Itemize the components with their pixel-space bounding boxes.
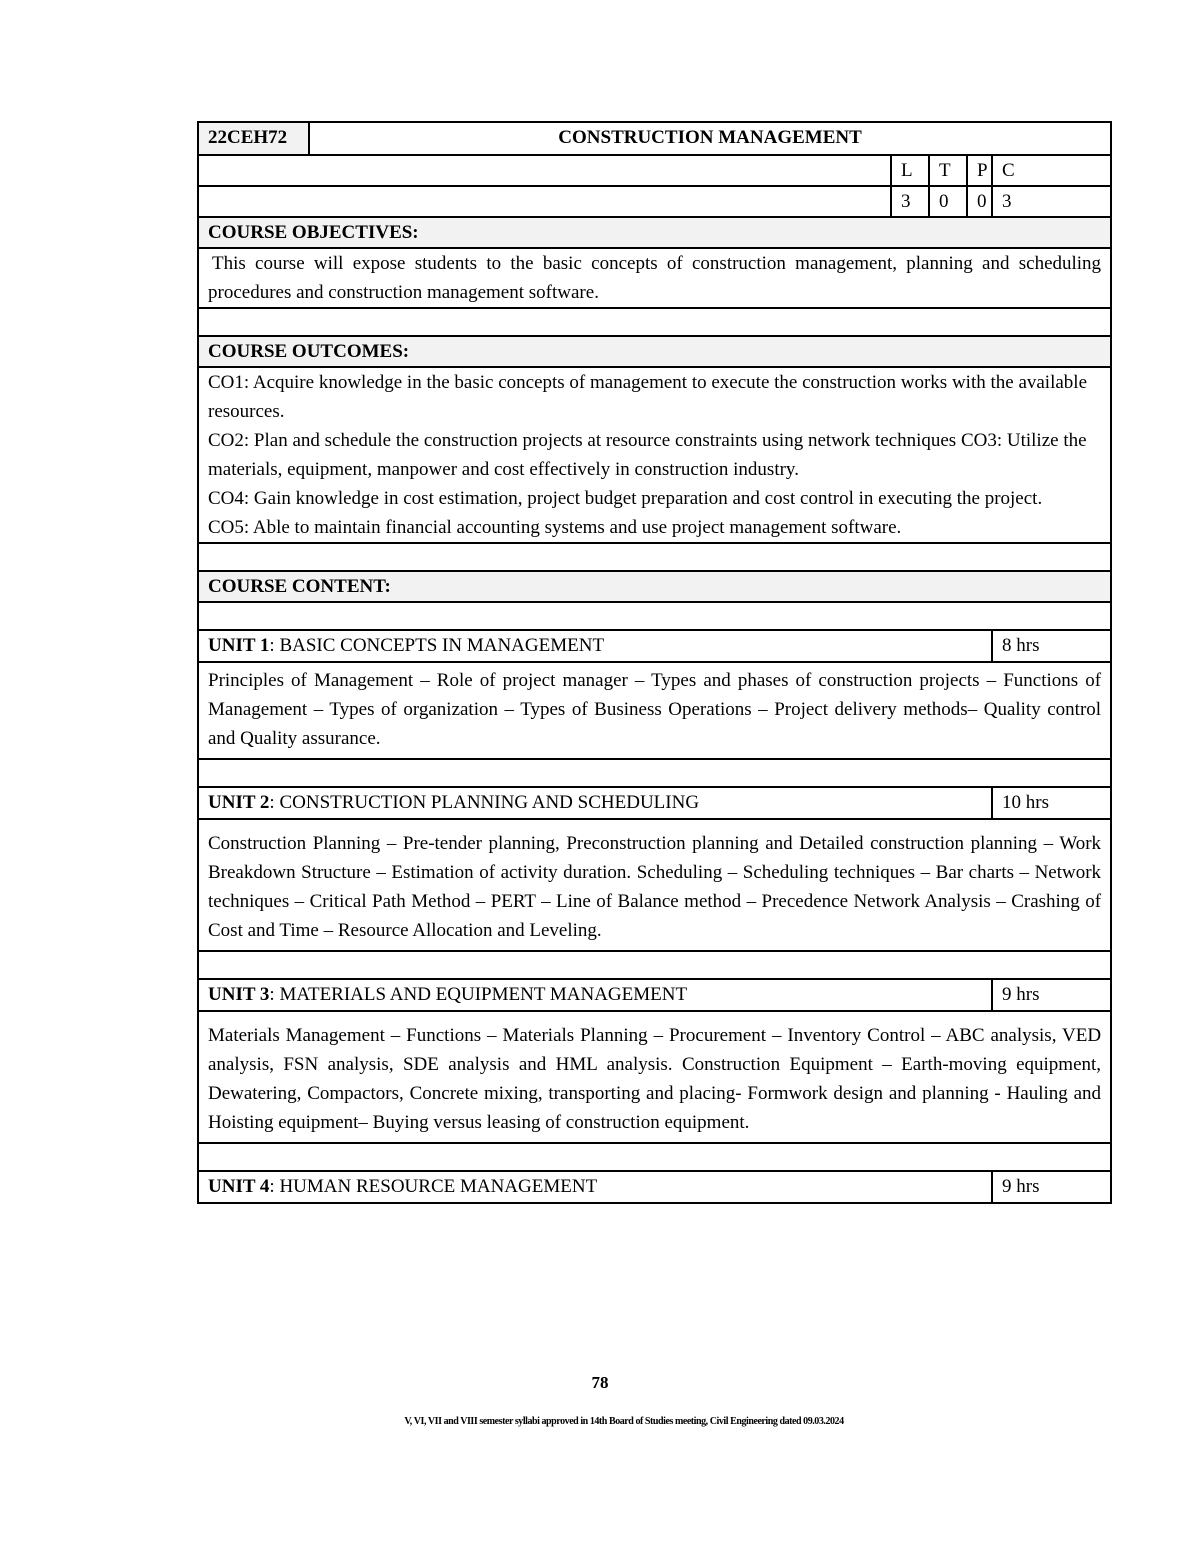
unit-1-label: UNIT 1 — [208, 635, 270, 656]
content-heading: COURSE CONTENT: — [198, 571, 1111, 602]
ltpc-header-l: L — [891, 155, 929, 186]
outcomes-heading: COURSE OUTCOMES: — [198, 336, 1111, 367]
unit-2-title: : CONSTRUCTION PLANNING AND SCHEDULING — [269, 792, 700, 813]
unit-2-label: UNIT 2 — [208, 792, 270, 813]
objectives-heading: COURSE OBJECTIVES: — [198, 217, 1111, 248]
unit-1-title: : BASIC CONCEPTS IN MANAGEMENT — [269, 635, 605, 656]
course-code: 22CEH72 — [198, 122, 309, 155]
course-title: CONSTRUCTION MANAGEMENT — [309, 122, 1111, 155]
unit-1-description: Principles of Management – Role of project manager – Types and phases of construction projects – Functions of Management – Types of organization – Types of Business Operations – Project delivery methods– Quality control and Quality assurance. — [198, 662, 1111, 759]
ltpc-header-c: C — [992, 155, 1111, 186]
ltpc-value-l: 3 — [891, 186, 929, 217]
unit-1-hours: 8 hrs — [992, 630, 1111, 662]
outcome-item: CO4: Gain knowledge in cost estimation, project budget preparation and cost control in executing the project. — [208, 488, 1043, 509]
unit-4-label: UNIT 4 — [208, 1176, 270, 1197]
unit-4-title: : HUMAN RESOURCE MANAGEMENT — [269, 1176, 598, 1197]
unit-1-heading — [198, 630, 992, 662]
outcomes-list — [198, 367, 1111, 543]
unit-3-label: UNIT 3 — [208, 984, 270, 1005]
footer-note: V, VI, VII and VIII semester syllabi approved in 14th Board of Studies meeting, Civil Engineering dated 09.03.2024 — [404, 1416, 844, 1427]
unit-4-heading — [198, 1171, 992, 1203]
outcome-item: CO2: Plan and schedule the construction projects at resource constraints using network techniques CO3: Utilize the materials, equipment, manpower and cost effectively in construction industry. — [208, 430, 1087, 480]
unit-3-description: Materials Management – Functions – Materials Planning – Procurement – Inventory Control – ABC analysis, VED analysis, FSN analysis, SDE analysis and HML analysis. Construction Equipment – Earth-moving equipment, Dewatering, Compactors, Concrete mixing, transporting and placing- Formwork design and planning - Hauling and Hoisting equipment– Buying versus leasing of construction equipment. — [198, 1011, 1111, 1143]
syllabus-table — [197, 121, 1112, 1204]
objectives-text: This course will expose students to the basic concepts of construction management, planning and scheduling procedures and construction management software. — [198, 248, 1111, 308]
unit-3-title: : MATERIALS AND EQUIPMENT MANAGEMENT — [269, 984, 688, 1005]
ltpc-value-t: 0 — [929, 186, 967, 217]
ltpc-header-p: P — [967, 155, 992, 186]
unit-2-hours: 10 hrs — [992, 787, 1111, 819]
page-number: 78 — [591, 1373, 609, 1392]
outcome-item: CO1: Acquire knowledge in the basic concepts of management to execute the construction works with the available resources. — [208, 372, 1088, 422]
outcome-item: CO5: Able to maintain financial accounting systems and use project management software. — [208, 517, 902, 538]
unit-4-hours: 9 hrs — [992, 1171, 1111, 1203]
unit-2-description: Construction Planning – Pre-tender planning, Preconstruction planning and Detailed construction planning – Work Breakdown Structure – Estimation of activity duration. Scheduling – Scheduling techniques – Bar charts – Network techniques – Critical Path Method – PERT – Line of Balance method – Precedence Network Analysis – Crashing of Cost and Time – Resource Allocation and Leveling. — [198, 819, 1111, 951]
unit-3-heading — [198, 979, 992, 1011]
ltpc-value-p: 0 — [967, 186, 992, 217]
unit-3-hours: 9 hrs — [992, 979, 1111, 1011]
ltpc-header-t: T — [929, 155, 967, 186]
ltpc-value-c: 3 — [992, 186, 1111, 217]
unit-2-heading — [198, 787, 992, 819]
